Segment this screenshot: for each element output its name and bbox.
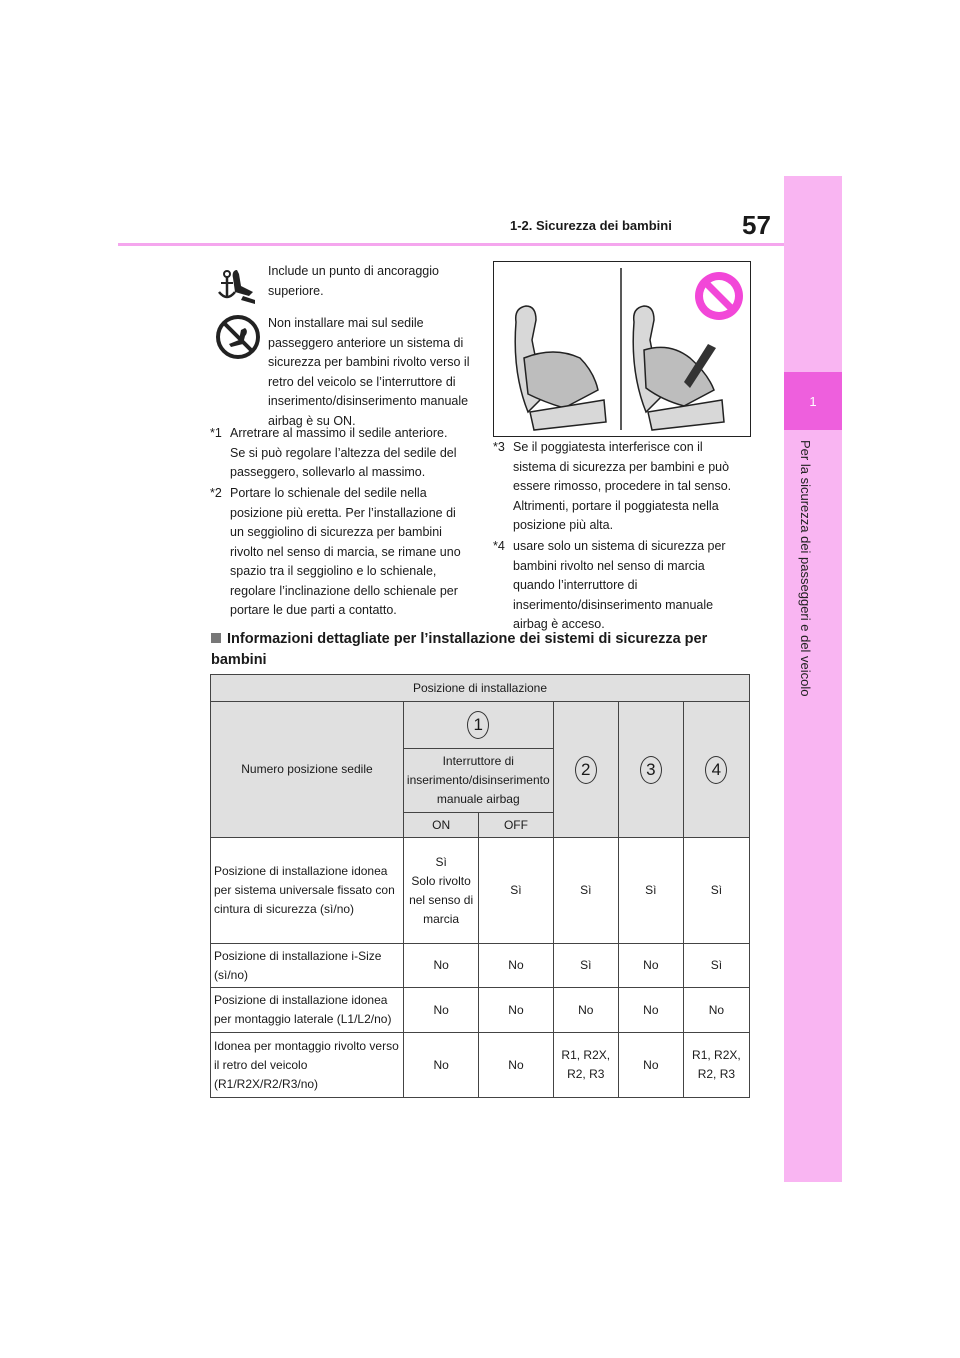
note-4-text: usare solo un sistema di sicurezza per bambini rivolto nel senso di marcia quando l’interruttore di inserimento/disinserimento manuale airbag è acceso.: [513, 539, 726, 631]
note-2-mark: *2: [210, 486, 222, 500]
prohibited-icon: [695, 272, 743, 320]
note-3-text: Se il poggiatesta interferisce con il sistema di sicurezza per bambini e può essere rimosso, procedere in tal senso. Altrimenti, portare il poggiatesta nella posizione più alta.: [513, 440, 732, 532]
cell-off: Sì: [479, 838, 553, 944]
row-label: Posizione di installazione idonea per sistema universale fissato con cintura di sicurezza (sì/no): [211, 838, 404, 944]
cell-on-bottom: Solo rivolto nel senso di marcia: [409, 873, 474, 926]
cell-pos-4: Sì: [683, 838, 749, 944]
note-4: [493, 537, 749, 635]
cell-pos-3: Sì: [618, 838, 683, 944]
cell-pos-2: Sì: [553, 944, 618, 988]
cell-pos-3: No: [618, 944, 683, 988]
cell-on: No: [403, 988, 478, 1033]
cell-on: [403, 838, 478, 944]
note-3-mark: *3: [493, 440, 505, 454]
cell-on: No: [403, 944, 478, 988]
header-divider: [118, 243, 785, 246]
note-3: [493, 438, 749, 536]
note-1-text: Arretrare al massimo il sedile anteriore. Se si può regolare l’altezza del sedile del passeggero, sollevarlo al massimo.: [230, 426, 457, 479]
note-2-text: Portare lo schienale del sedile nella posizione più eretta. Per l’installazione di un seggiolino di sicurezza per bambini rivolto nel senso di marcia, se rimane uno spazio tra il seggiolino e lo schienale, regolare l’inclinazione dello schienale per portare le due parti a contatto.: [230, 486, 461, 617]
page-number: 57: [742, 210, 771, 240]
cell-pos-3: No: [618, 1033, 683, 1098]
position-4-header: [683, 702, 749, 838]
seat-incorrect-icon: [633, 306, 724, 430]
airbag-on-label: ON: [403, 813, 478, 838]
cell-pos-4: No: [683, 988, 749, 1033]
row-label: Posizione di installazione i-Size (sì/no): [211, 944, 404, 988]
position-2-number: 2: [575, 756, 597, 784]
cell-on-top: Sì: [435, 854, 447, 869]
seat-illustration: [493, 261, 751, 437]
seat-correct-icon: [515, 306, 606, 430]
cell-pos-4: R1, R2X, R2, R3: [683, 1033, 749, 1098]
table-caption: Posizione di installazione: [211, 675, 750, 702]
note-2: [210, 484, 466, 621]
note-4-mark: *4: [493, 539, 505, 553]
legend-anchor: [215, 262, 478, 308]
position-1-header: [403, 702, 553, 749]
table-row: [211, 988, 750, 1033]
cell-pos-2: No: [553, 988, 618, 1033]
position-4-number: 4: [705, 756, 727, 784]
cell-off: No: [479, 944, 553, 988]
cell-pos-3: No: [618, 988, 683, 1033]
no-rear-facing-seat-icon: [215, 314, 261, 360]
legend-anchor-text: Include un punto di ancoraggio superiore.: [268, 264, 439, 298]
row-label: Idonea per montaggio rivolto verso il retro del veicolo (R1/R2X/R2/R3/no): [211, 1033, 404, 1098]
square-bullet-icon: [211, 633, 221, 643]
position-2-header: [553, 702, 618, 838]
anchor-seat-icon: [215, 262, 261, 308]
position-3-number: 3: [640, 756, 662, 784]
chapter-title: Per la sicurezza dei passeggeri e del veicolo: [798, 440, 813, 697]
note-1: [210, 424, 466, 483]
table-row: [211, 944, 750, 988]
section-title: 1-2. Sicurezza dei bambini: [510, 218, 672, 233]
airbag-switch-label: Interruttore di inserimento/disinserimento manuale airbag: [403, 749, 553, 813]
legend-no-rear-facing-text: Non installare mai sul sedile passeggero anteriore un sistema di sicurezza per bambini rivolto verso il retro del veicolo se l’interruttore di inserimento/disinserimento manuale airbag è su ON.: [268, 316, 470, 428]
table-heading: [211, 629, 751, 671]
cell-off: No: [479, 988, 553, 1033]
cell-pos-2: Sì: [553, 838, 618, 944]
side-tab: [784, 176, 842, 1182]
legend-no-rear-facing: [215, 314, 474, 431]
installation-table: [210, 674, 750, 1098]
cell-pos-4: Sì: [683, 944, 749, 988]
table-heading-text: Informazioni dettagliate per l’installazione dei sistemi di sicurezza per bambini: [211, 631, 708, 668]
cell-pos-2: R1, R2X, R2, R3: [553, 1033, 618, 1098]
cell-on: No: [403, 1033, 478, 1098]
airbag-off-label: OFF: [479, 813, 553, 838]
cell-off: No: [479, 1033, 553, 1098]
position-1-number: 1: [467, 711, 489, 739]
seat-number-label: Numero posizione sedile: [211, 702, 404, 838]
table-row: [211, 838, 750, 944]
note-1-mark: *1: [210, 426, 222, 440]
row-label: Posizione di installazione idonea per montaggio laterale (L1/L2/no): [211, 988, 404, 1033]
position-3-header: [618, 702, 683, 838]
chapter-number: 1: [784, 372, 842, 430]
table-row: [211, 1033, 750, 1098]
